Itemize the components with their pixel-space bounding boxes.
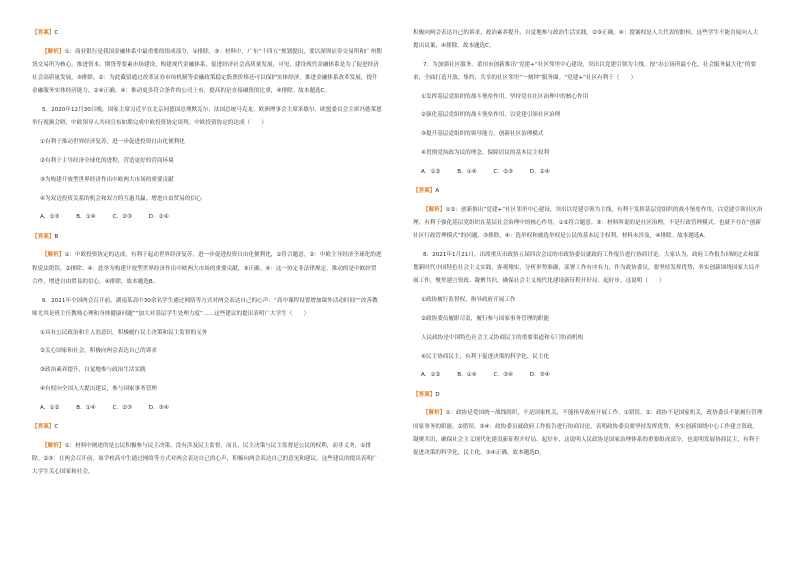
- q8-option-2: ②政协委员履职尽责，履行参与国家事务管理的职能: [421, 315, 550, 322]
- q5-option-1: ①有利于推动世界经济复苏，进一步促进投资自由化便利化: [40, 139, 185, 146]
- explanation-text: ①②：创新推出“党建+”社区邻里中心建设，突出以党建引领为主线，有利于发挥基层党组织的战斗堡垒作用，以党建引领社区治理，有利于强化基层党组织在基层社会治理中的核心作用，①②符合题意。③：材料所说的是社区治理，不是行政管理模式，也就不存在“创新社区行政管理模式”的问题，③排除。④：选举权和被选举权是公民的基本民主权利，材料未涉及，④排除。故本题选A。: [413, 206, 763, 240]
- q8-choices: A．①② B．①④ C．③④ D．③④: [421, 372, 550, 379]
- q5-choices: A．①③ B．①④ C．②③ D．②④: [40, 214, 169, 221]
- answer-value: B: [54, 233, 59, 240]
- q8-option-1: ①政协履行监督权，指导政府开展工作: [421, 297, 516, 304]
- explanation-text: ①：中欧投资协定的达成，有利于起动世界经济复苏，进一步促进投资自由化便利化，①符合题意。②：中欧主导经济全球化的进程说法错误，②排除。④：此举为构建开放型世界经济作出中欧两大市场的重要贡献，③正确。④：这一协定非法律规定，推动的是中欧经贸合作，增进自由贸易的信心，④排除。故本题选B。: [32, 252, 382, 285]
- answer-label: 【答案】: [32, 423, 55, 430]
- explanation-text: ①：商业银行是我国金融体系中最重要的组成部分，①排除。③：材料中，广东“十四五”规划提出，要以深圳证券交易所和广州期货交易所为核心，推进资本、期货等要素市场建设，构建现代金融体系，促进经济社会高质量发展，可见，建设现代金融体系是为了促进经济社会高质量发展，③排除。②：为此截留通过改革证券市场机制等金融政策稳定股票价格还可以保护实体经济，推进金融体系改革发展，提升金融服务实体经济能力，②④正确。④：推动更多符合条件的公司上市，提高的是直接融资的比重，④排除。故本题选C。: [32, 48, 382, 95]
- answer-value: C: [54, 423, 59, 430]
- explanation-label: 【解析】: [42, 48, 65, 55]
- answer-value: C: [54, 30, 59, 36]
- q7-choices: A．①② B．①④ C．②③ D．②④: [421, 168, 550, 175]
- q6-choices: A．①② B．①④ C．②③ D．③④: [40, 404, 169, 411]
- explanation-6: [32, 440, 382, 480]
- q6-option-1: ①具有公民政治和主人翁意识，积极履行民主决策和民主监督的义务: [40, 329, 208, 336]
- explanation-7: [413, 204, 763, 244]
- question-7: 7．为加强社区服务，莆田市创新推出“党建+”社区邻里中心建设，突出以党建引领为主线，按“办公场所最小化，社会服务最大化”的要求，全面打造开放、集约、共享的社区邻里“一刻钟”服务圈。“党建+”社区有利于（ ）: [413, 61, 757, 81]
- answer-value: A: [435, 187, 440, 194]
- q6-option-2: ②关心国家和社会，积极向两会表达自己的诉求: [40, 348, 157, 355]
- left-column: [32, 21, 382, 485]
- explanation-label: 【解析】: [42, 442, 65, 449]
- q5-option-4: ④为双边投资关系的机会和双方的互惠共赢，增进自由贸易的信心: [40, 195, 202, 202]
- answer-6: [32, 421, 382, 434]
- explanation-8: [413, 407, 763, 460]
- explanation-4: [32, 46, 382, 99]
- answer-8: [413, 389, 763, 402]
- q6-option-3: ③政治素养提升，自觉地参与政治生活实践: [40, 367, 146, 374]
- explanation-5: [32, 249, 382, 289]
- q5-option-2: ②有利于主导经济全球化的进程，营造更好的营商环境: [40, 158, 174, 164]
- explanation-label: 【解析】: [423, 206, 446, 213]
- q7-option-1: ①发挥基层党组织的战斗堡垒作用，坚持党在社区治理中的核心作用: [421, 93, 589, 100]
- answer-label: 【答案】: [32, 30, 55, 36]
- right-column: [413, 21, 763, 466]
- q8-option-4: ④民主协商民主，有利于促进决策的科学化、民主化: [421, 353, 550, 360]
- answer-7: [413, 185, 763, 198]
- q8-option-3: 人民政协是中国特色社会主义协商民主的重要渠道和专门协商机构: [421, 334, 584, 341]
- q7-option-3: ③提升基层党组织的领导能力，创新社区治理模式: [421, 131, 544, 138]
- answer-value: D: [435, 391, 440, 398]
- answer-4: [32, 27, 382, 40]
- explanation-text: ①：材料中阐述的是公民积极参与民主决策，没有涉及民主监督，而且，民主决策与民主监督是公民的权利，而非义务，①排除。②③：在两会召开前，该学校高中生通过网络等方式对两会表达自己的心声，积极向两会表达自己的意见和建议，这些建议的提出表明广大学生关心国家和社会，: [32, 442, 378, 476]
- question-6: 6．2021年全国两会召开前，湖南某高中30余名学生通过网络等方式对两会表达自己的心声：“高中课程设置增加课外活动时间”“改善教师尤其是班主任教师心理和身体健康问题”“加大对基层学生处理力度”……这些建议的提出表明广大学生（ ）: [32, 297, 378, 317]
- explanation-6-continued: 积极向两会表达自己的诉求，政治素养提升，自觉地参与政治生活实践，②③正确。④：提案权是人大代表的职权，这些学生不能直接向人大提出议案，④排除。故本题选C。: [413, 29, 759, 49]
- explanation-label: 【解析】: [42, 252, 65, 259]
- q7-option-4: ④贯彻党执政为民的理念，保障居民的基本民主权利: [421, 149, 550, 156]
- question-8: 8．2021年1月21日，出席重庆市政协五届四次会议的市政协委员就政府工作报告进行协商讨论。大家认为，政府工作报告回顾过去和谋划新时代中国特色社会主义实践，客观翔实，分析形势准确，部署工作有序有力，作为政协委员，要坚持发挥优势，务实创新围绕国家大局开展工作，聚焦建言资政、凝聚共识，确保社会主义现代化建设新征程开好局、起好步。这说明（ ）: [413, 251, 760, 285]
- answer-label: 【答案】: [413, 187, 436, 194]
- answer-5: [32, 231, 382, 244]
- answer-label: 【答案】: [32, 233, 55, 240]
- explanation-text: ①：政协是爱国统一战线组织，不是国家机关，不能指导政府开展工作，①错误。②：政协不是国家机关，政协委员不能履行管理国家事务的职能，②错误。③④：政协委员就政府工作报告进行协商讨论，表明政协委员要坚持发挥优势，务实创新围绕中心工作建言资政、凝聚共识，确保社会主义现代化建设新征程开好局、起好步，这说明人民政协是国家治理体系的重要组成部分，也说明发展协商民主，有利于促进决策的科学化、民主化，③④正确。故本题选D。: [413, 410, 763, 456]
- answer-label: 【答案】: [413, 391, 436, 398]
- question-5: 5．2020年12月30日晚，国家主席习近平在北京同德国总理默克尔、法国总统马克龙、欧洲理事会主席米歇尔、欧盟委员会主席冯德莱恩举行视频会晤，中欧领导人共同宣布如期完成中欧投资协定谈判。中欧投资协定的达成（ ）: [32, 107, 382, 127]
- q7-option-2: ②强化基层党组织的战斗堡垒作用，以党建引领社区治理: [421, 112, 561, 119]
- q5-option-3: ③为构建开放型世界经济作出中欧两大市场的重要贡献: [40, 176, 174, 183]
- q6-option-4: ④有权向全国人大提出建议，参与国家事务管理: [40, 385, 157, 392]
- explanation-label: 【解析】: [423, 410, 446, 417]
